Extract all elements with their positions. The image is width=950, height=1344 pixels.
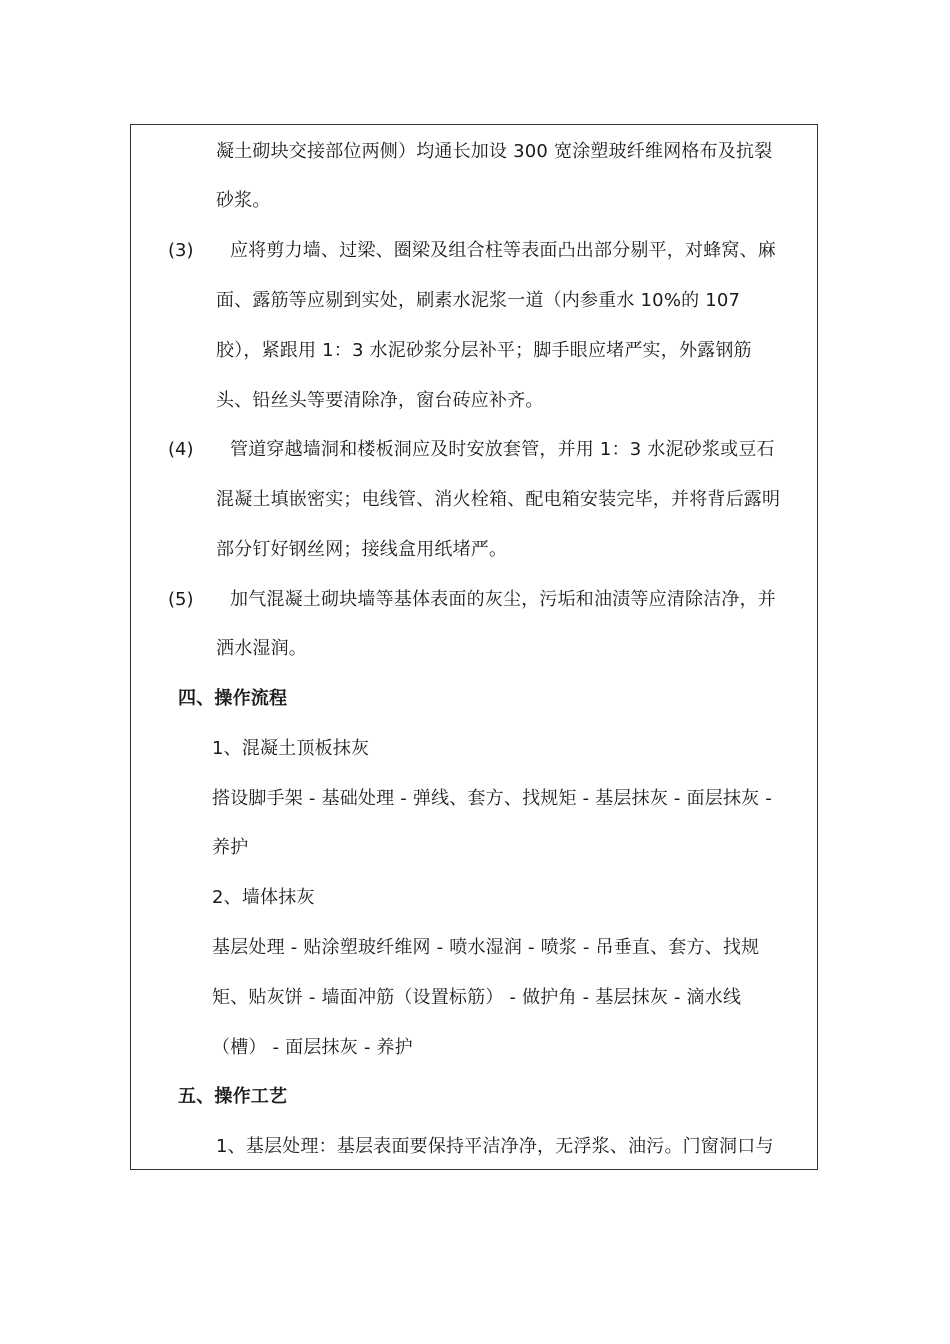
section-4-sub2-title: 2、墙体抹灰 [212, 887, 315, 908]
continuation-line-2: 砂浆。 [216, 190, 271, 211]
item-3-number: (3) [168, 240, 194, 261]
item-5-line-2: 洒水湿润。 [216, 638, 307, 659]
section-4-sub2-line-1: 基层处理 - 贴涂塑玻纤维网 - 喷水湿润 - 喷浆 - 吊垂直、套方、找规 [212, 937, 760, 958]
item-5-number: (5) [168, 589, 194, 610]
section-4-sub1-line-2: 养护 [212, 837, 249, 858]
section-4-sub2-line-3: （槽） - 面层抹灰 - 养护 [212, 1037, 413, 1058]
item-3-line-3: 胶），紧跟用 1：3 水泥砂浆分层补平；脚手眼应堵严实，外露钢筋 [216, 340, 752, 361]
item-3-line-4: 头、铅丝头等要清除净，窗台砖应补齐。 [216, 390, 544, 411]
item-4-line-2: 混凝土填嵌密实；电线管、消火栓箱、配电箱安装完毕，并将背后露明 [216, 489, 781, 510]
section-4-sub1-line-1: 搭设脚手架 - 基础处理 - 弹线、套方、找规矩 - 基层抹灰 - 面层抹灰 - [212, 788, 772, 809]
section-4-sub2-line-2: 矩、贴灰饼 - 墙面冲筋（设置标筋） - 做护角 - 基层抹灰 - 滴水线 [212, 987, 742, 1008]
item-4-line-3: 部分钉好钢丝网；接线盒用纸堵严。 [216, 539, 508, 560]
section-5-line-1: 1、基层处理：基层表面要保持平洁净净，无浮浆、油污。门窗洞口与 [216, 1136, 774, 1157]
section-5-heading: 五、操作工艺 [178, 1086, 288, 1107]
item-4-line-1: 管道穿越墙洞和楼板洞应及时安放套管，并用 1：3 水泥砂浆或豆石 [230, 439, 775, 460]
continuation-line-1: 凝土砌块交接部位两侧）均通长加设 300 宽涂塑玻纤维网格布及抗裂 [216, 141, 773, 162]
section-4-heading: 四、操作流程 [178, 688, 288, 709]
item-3-line-1: 应将剪力墙、过梁、圈梁及组合柱等表面凸出部分剔平，对蜂窝、麻 [230, 240, 776, 261]
item-4-number: (4) [168, 439, 194, 460]
section-4-sub1-title: 1、混凝土顶板抹灰 [212, 738, 370, 759]
item-5-line-1: 加气混凝土砌块墙等基体表面的灰尘，污垢和油渍等应清除洁净，并 [230, 589, 776, 610]
item-3-line-2: 面、露筋等应剔到实处，刷素水泥浆一道（内参重水 10%的 107 [216, 290, 741, 311]
